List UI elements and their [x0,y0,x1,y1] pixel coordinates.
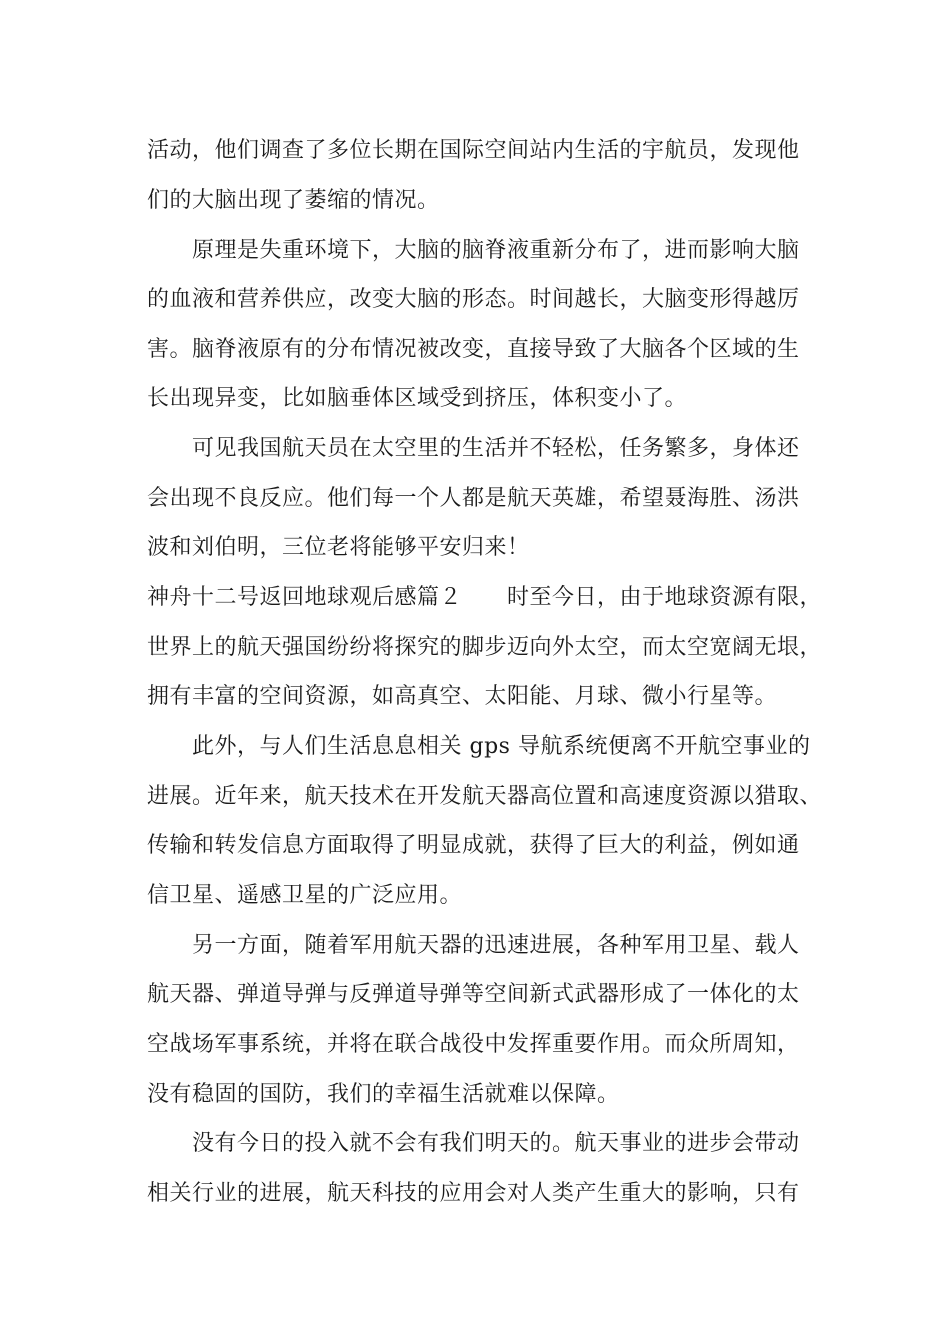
text-line: 害。脑脊液原有的分布情况被改变，直接导致了大脑各个区域的生 [147,337,800,362]
text-line: 相关行业的进展，航天科技的应用会对人类产生重大的影响，只有 [147,1181,800,1206]
text-line: 航天器、弹道导弹与反弹道导弹等空间新式武器形成了一体化的太 [147,982,800,1007]
text-line: 世界上的航天强国纷纷将探究的脚步迈向外太空，而太空宽阔无垠， [147,635,823,660]
text-line: 空战场军事系统，并将在联合战役中发挥重要作用。而众所周知， [147,1032,800,1057]
text-line: 会出现不良反应。他们每一个人都是航天英雄，希望聂海胜、汤洪 [147,486,800,511]
text-line: 没有稳固的国防，我们的幸福生活就难以保障。 [147,1082,620,1107]
text-line: 另一方面，随着军用航天器的迅速进展，各种军用卫星、载人 [192,933,800,958]
section-heading-line: 神舟十二号返回地球观后感篇２ 时至今日，由于地球资源有限， [147,585,823,610]
text-line: 传输和转发信息方面取得了明显成就，获得了巨大的利益，例如通 [147,833,800,858]
text-line: 此外，与人们生活息息相关 gps 导航系统便离不开航空事业的 [192,734,811,759]
text-line: 波和刘伯明，三位老将能够平安归来！ [147,535,530,560]
text-line: 进展。近年来，航天技术在开发航天器高位置和高速度资源以猎取、 [147,784,823,809]
text-line: 原理是失重环境下，大脑的脑脊液重新分布了，进而影响大脑 [192,238,800,263]
text-line: 信卫星、遥感卫星的广泛应用。 [147,883,463,908]
text-line: 们的大脑出现了萎缩的情况。 [147,188,440,213]
text-line: 的血液和营养供应，改变大脑的形态。时间越长，大脑变形得越厉 [147,287,800,312]
text-line: 可见我国航天员在太空里的生活并不轻松，任务繁多，身体还 [192,436,800,461]
text-line: 长出现异变，比如脑垂体区域受到挤压，体积变小了。 [147,386,688,411]
text-line: 拥有丰富的空间资源，如高真空、太阳能、月球、微小行星等。 [147,684,778,709]
text-line: 没有今日的投入就不会有我们明天的。航天事业的进步会带动 [192,1131,800,1156]
text-line: 活动，他们调查了多位长期在国际空间站内生活的宇航员，发现他 [147,138,800,163]
